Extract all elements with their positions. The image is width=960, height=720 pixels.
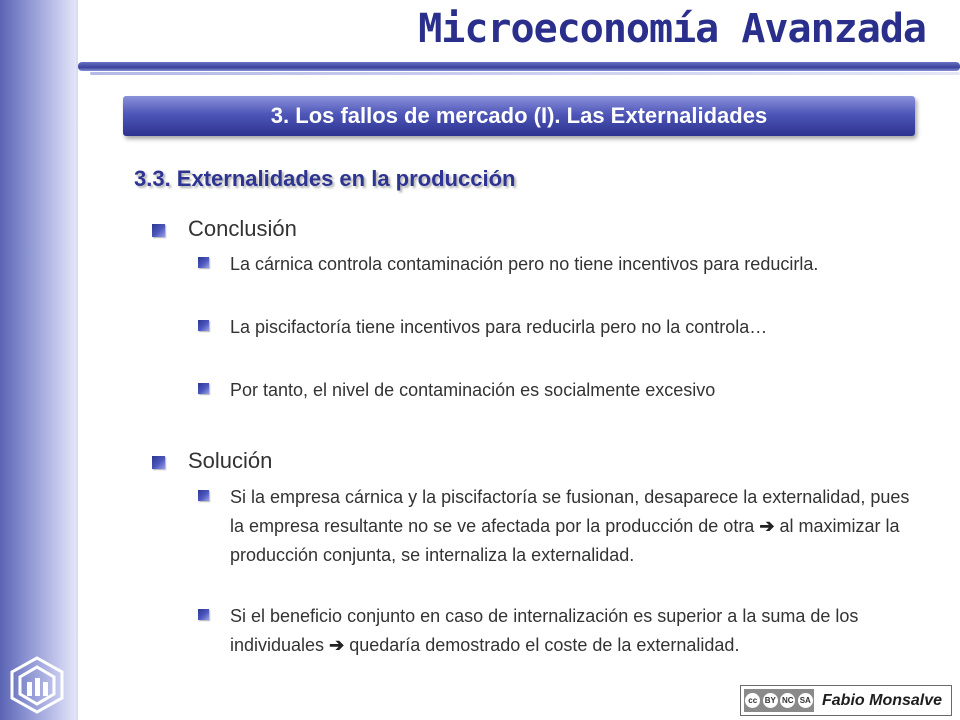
square-bullet-icon	[198, 609, 209, 620]
arrow-right-icon: ➔	[329, 635, 345, 655]
square-bullet-icon	[152, 456, 165, 469]
block-heading-conclusion: Conclusión	[188, 216, 297, 241]
author-name: Fabio Monsalve	[822, 691, 943, 709]
list-item-text: Si el beneficio conjunto en caso de internalización es superior a la suma de los individuales	[230, 606, 859, 655]
square-bullet-icon	[198, 490, 209, 501]
square-bullet-icon	[198, 320, 209, 331]
cc-label: cc	[745, 693, 760, 708]
square-bullet-icon	[198, 383, 209, 394]
sidebar-divider	[76, 0, 78, 720]
university-logo-icon	[6, 654, 68, 716]
list-item	[230, 483, 920, 570]
list-item	[230, 602, 920, 660]
header-rule	[78, 62, 960, 71]
square-bullet-icon	[198, 257, 209, 268]
creative-commons-icon	[744, 689, 814, 712]
list-item-text: Si la empresa cárnica y la piscifactoría se fusionan, desaparece la externalidad, pues la empresa resultante no se ve afectada por la producción de otra	[230, 487, 910, 536]
block-heading-solucion: Solución	[188, 448, 273, 473]
list-item: La cárnica controla contaminación pero no tiene incentivos para reducirla.	[230, 254, 819, 274]
by-label: BY	[763, 693, 778, 708]
section-banner-text: 3. Los fallos de mercado (I). Las Externalidades	[270, 103, 768, 128]
list-item-text: al maximizar la producción conjunta, se internaliza la externalidad.	[230, 516, 900, 565]
sa-label: SA	[798, 693, 813, 708]
section-banner	[123, 96, 915, 136]
arrow-right-icon: ➔	[759, 516, 775, 536]
header-rule-shadow	[90, 72, 960, 75]
header-title: Microeconomía Avanzada	[418, 6, 926, 52]
list-item: Por tanto, el nivel de contaminación es socialmente excesivo	[230, 380, 716, 400]
license-author-badge	[740, 685, 952, 716]
list-item-text: quedaría demostrado el coste de la externalidad.	[349, 635, 740, 655]
sidebar-gradient	[0, 0, 78, 720]
square-bullet-icon	[152, 224, 165, 237]
subsection-heading: 3.3. Externalidades en la producción	[134, 166, 516, 191]
list-item: La piscifactoría tiene incentivos para reducirla pero no la controla…	[230, 317, 768, 337]
nc-label: NC	[780, 693, 795, 708]
